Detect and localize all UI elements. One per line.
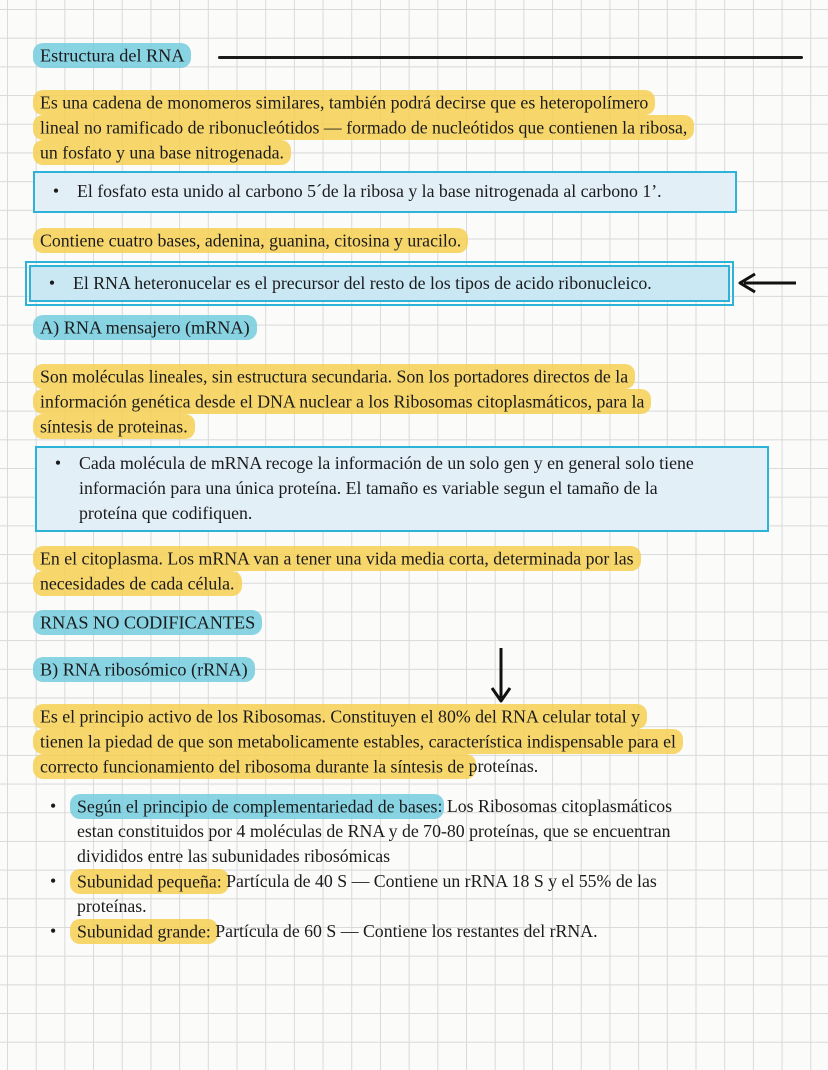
text-line (79, 476, 759, 501)
heading-rrna-text: B) RNA ribosómico (rRNA) (33, 657, 255, 682)
plain-text: Cada molécula de mRNA recoge la información de un solo gen y en general solo tiene (79, 453, 694, 473)
text-line (77, 819, 788, 844)
callout-fosfato (33, 171, 737, 213)
heading-no-codificantes (40, 612, 255, 633)
text-line (73, 271, 722, 296)
text-line (40, 571, 634, 596)
text-line (40, 704, 676, 729)
paragraph-intro (40, 90, 687, 165)
callout-molecula (35, 446, 769, 532)
text-line (40, 754, 676, 779)
text-line (40, 115, 687, 140)
highlighted-text: síntesis de proteinas. (33, 414, 195, 439)
plain-text: proteína que codifiquen. (79, 503, 253, 523)
text-line (79, 501, 759, 526)
arrow-left-icon (735, 270, 799, 296)
callout-heteronuclear-inner (29, 265, 730, 302)
highlighted-text: correcto funcionamiento del ribosoma durante la síntesis de (33, 754, 476, 779)
list-item (40, 794, 788, 869)
text-line (40, 546, 634, 571)
plain-text: : Los Ribosomas citoplasmáticos (437, 796, 673, 816)
plain-text: divididos entre las subunidades ribosómicas (77, 846, 391, 866)
paragraph-citoplasma (40, 546, 634, 596)
highlighted-text: Subunidad pequeña: (70, 869, 229, 894)
callout-molecula-text (79, 451, 759, 526)
bullet-marker: • (50, 921, 57, 941)
bullet-marker: • (48, 273, 56, 293)
plain-text: Partícula de 60 S — Contiene los restantes del rRNA. (210, 921, 598, 941)
highlighted-text: Según el principio de complementariedad de bases (70, 794, 444, 819)
text-line (40, 90, 687, 115)
heading-no-codificantes-text: RNAS NO CODIFICANTES (33, 610, 262, 635)
heading-rrna (40, 659, 248, 680)
list-item-text (77, 919, 788, 944)
text-line (40, 414, 644, 439)
text-line (77, 794, 788, 819)
text-line (79, 451, 759, 476)
plain-text: El RNA heteronucelar es el precursor del resto de los tipos de acido ribonucleico. (73, 273, 652, 293)
callout-heteronuclear-text (73, 271, 722, 296)
bullet-marker: • (50, 871, 57, 891)
text-line (77, 894, 788, 919)
list-item (40, 919, 788, 944)
page-title: Estructura del RNA (33, 43, 191, 68)
list-item-text (77, 869, 788, 919)
highlighted-text: Es una cadena de monomeros similares, también podrá decirse que es heteropolímero (33, 90, 655, 115)
text-line (40, 389, 644, 414)
bullet-marker: • (52, 181, 60, 201)
highlighted-text: Subunidad grande: (70, 919, 218, 944)
text-line (40, 729, 676, 754)
plain-text: proteínas. (77, 896, 147, 916)
paragraph-bases (40, 228, 461, 253)
plain-text: El fosfato esta unido al carbono 5´de la ribosa y la base nitrogenada al carbono 1’. (77, 181, 662, 201)
text-line (40, 140, 687, 165)
heading-mrna (40, 317, 250, 338)
plain-text: estan constituidos por 4 moléculas de RNA y de 70-80 proteínas, que se encuentran (77, 821, 671, 841)
highlighted-text: necesidades de cada célula. (33, 571, 242, 596)
text-line (77, 919, 788, 944)
text-line (40, 364, 644, 389)
title-rule (218, 56, 803, 59)
plain-text: información para una única proteína. El tamaño es variable segun el tamaño de la (79, 478, 658, 498)
highlighted-text: Contiene cuatro bases, adenina, guanina, citosina y uracilo. (33, 228, 468, 253)
highlighted-text: Son moléculas lineales, sin estructura secundaria. Son los portadores directos de la (33, 364, 635, 389)
arrow-down-icon (489, 646, 513, 704)
highlighted-text: Es el principio activo de los Ribosomas. Constituyen el 80% del RNA celular total y (33, 704, 647, 729)
paragraph-rrna (40, 704, 676, 779)
heading-mrna-text: A) RNA mensajero (mRNA) (33, 315, 257, 340)
bullet-list (40, 794, 788, 944)
text-line (40, 228, 461, 253)
highlighted-text: En el citoplasma. Los mRNA van a tener una vida media corta, determinada por las (33, 546, 641, 571)
callout-fosfato-text (77, 179, 727, 204)
highlighted-text: tienen la piedad de que son metabolicamente estables, característica indispensable para el (33, 729, 683, 754)
highlighted-text: un fosfato y una base nitrogenada. (33, 140, 291, 165)
paragraph-mrna (40, 364, 644, 439)
list-item-text (77, 794, 788, 869)
title-block (40, 45, 184, 66)
callout-heteronuclear (25, 261, 734, 306)
text-line (77, 844, 788, 869)
highlighted-text: información genética desde el DNA nuclear a los Ribosomas citoplasmáticos, para la (33, 389, 651, 414)
plain-text: Partícula de 40 S — Contiene un rRNA 18 S y el 55% de las (221, 871, 657, 891)
list-item (40, 869, 788, 919)
text-line (77, 869, 788, 894)
highlighted-text: lineal no ramificado de ribonucleótidos — formado de nucleótidos que contienen la ribosa, (33, 115, 694, 140)
plain-text: proteínas. (468, 756, 539, 776)
bullet-marker: • (50, 796, 57, 816)
text-line (77, 179, 727, 204)
bullet-marker: • (54, 453, 62, 473)
